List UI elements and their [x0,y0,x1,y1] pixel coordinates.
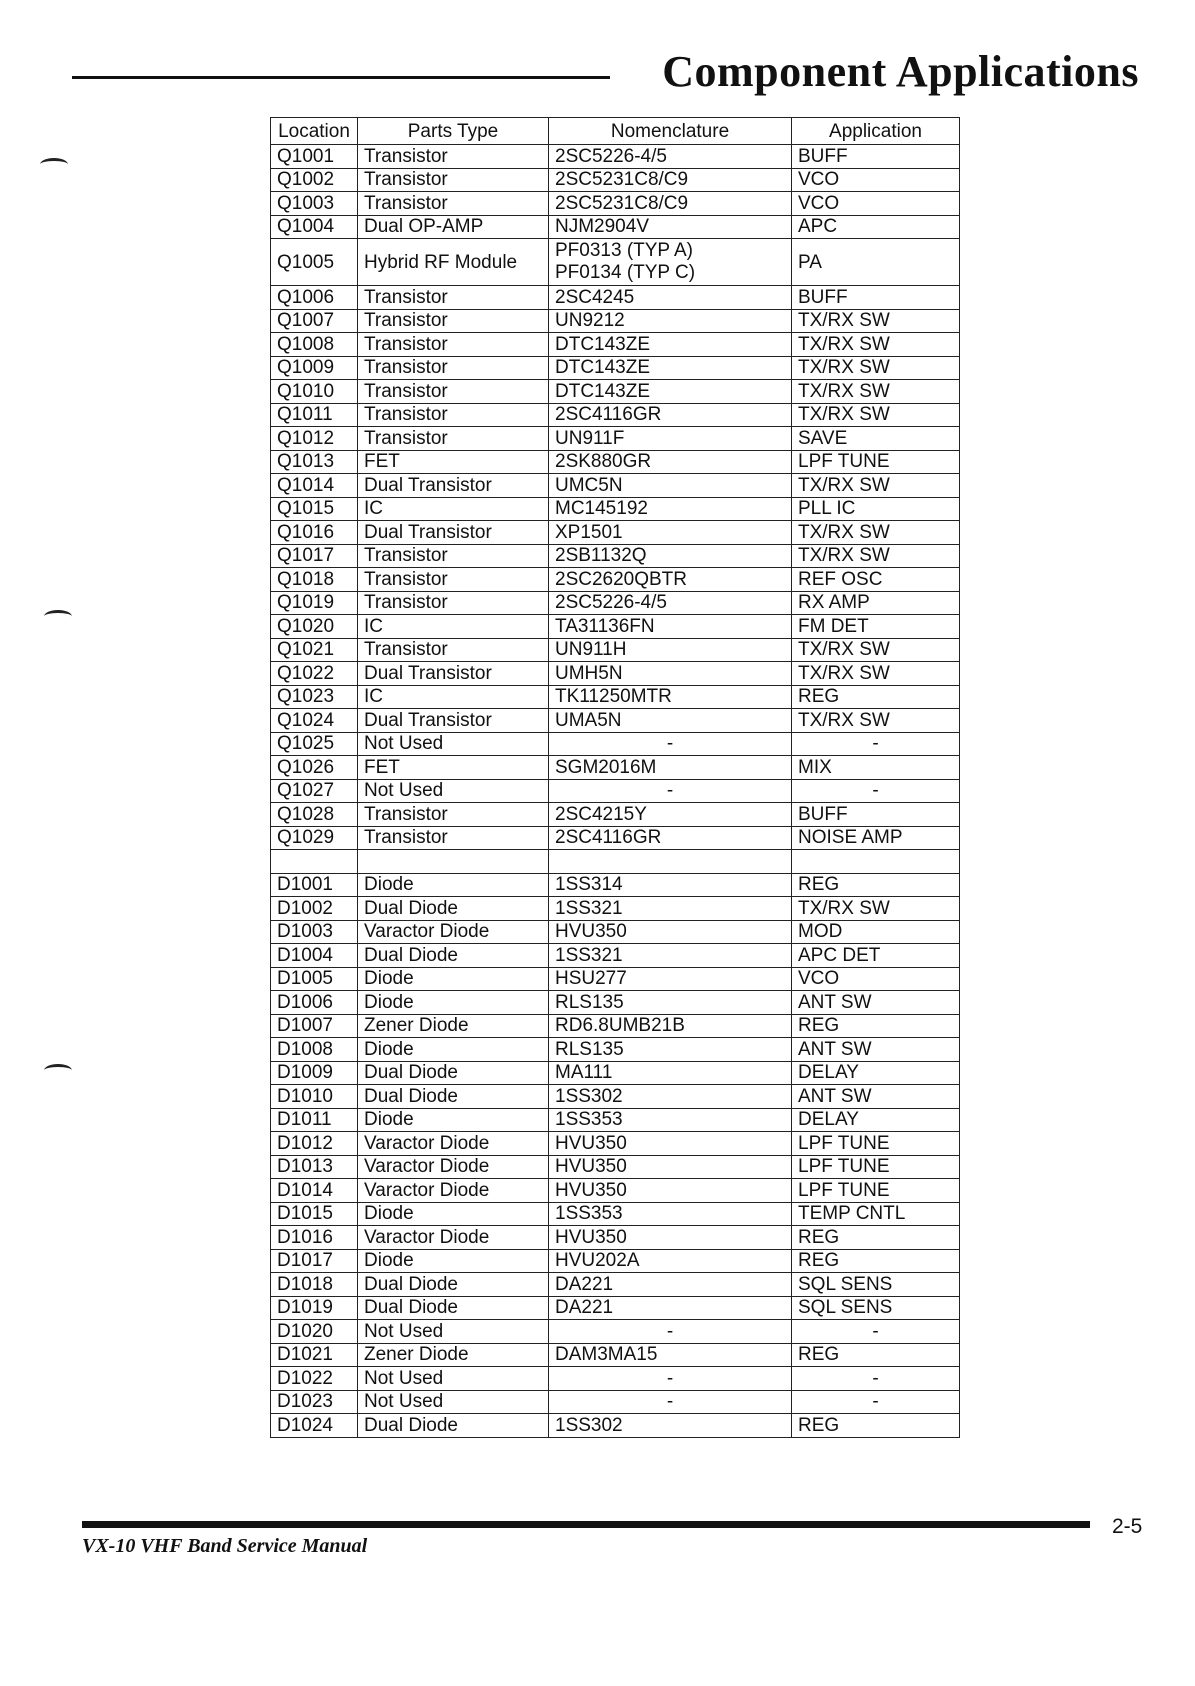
header-row [271,118,960,145]
table-row [271,427,960,451]
cell-parts-type: Dual Diode [358,1061,549,1085]
cell-parts-type: Diode [358,873,549,897]
cell-location: Q1027 [271,779,358,803]
cell-parts-type: Dual Transistor [358,474,549,498]
cell-location: Q1028 [271,803,358,827]
table-row [271,1155,960,1179]
table-row [271,474,960,498]
cell-application: TX/RX SW [792,309,960,333]
table-row [271,309,960,333]
cell-nomenclature: - [549,732,792,756]
cell-nomenclature: HVU350 [549,1179,792,1203]
cell-location: D1022 [271,1367,358,1391]
cell-parts-type: Transistor [358,168,549,192]
cell-nomenclature: DTC143ZE [549,333,792,357]
cell-parts-type: Dual Diode [358,1085,549,1109]
cell-nomenclature: TK11250MTR [549,685,792,709]
table-row [271,145,960,169]
table-row [271,920,960,944]
cell-nomenclature: - [549,779,792,803]
table-row [271,1179,960,1203]
cell-application: REG [792,1414,960,1438]
cell-parts-type: Transistor [358,309,549,333]
cell-parts-type: Transistor [358,568,549,592]
cell-nomenclature: DA221 [549,1296,792,1320]
cell-application: - [792,732,960,756]
table-row [271,1108,960,1132]
cell-parts-type: IC [358,615,549,639]
cell-location: Q1029 [271,826,358,850]
cell-application: REG [792,685,960,709]
cell-nomenclature: UMC5N [549,474,792,498]
cell-parts-type: IC [358,497,549,521]
table-row [271,568,960,592]
cell-parts-type: Dual Diode [358,1296,549,1320]
cell-location: Q1023 [271,685,358,709]
cell-nomenclature: UN9212 [549,309,792,333]
cell-application: PLL IC [792,497,960,521]
cell-location: D1020 [271,1320,358,1344]
cell-nomenclature: 1SS353 [549,1108,792,1132]
cell-nomenclature: TA31136FN [549,615,792,639]
cell-parts-type: Transistor [358,403,549,427]
cell-location: D1021 [271,1343,358,1367]
cell-nomenclature: 2SC4116GR [549,403,792,427]
table-row [271,333,960,357]
cell-location: D1001 [271,873,358,897]
binder-hole-mark [44,1064,72,1077]
table-row [271,1226,960,1250]
table-row [271,239,960,286]
cell-nomenclature: 1SS302 [549,1085,792,1109]
cell-application: TX/RX SW [792,662,960,686]
footer-rule [82,1521,1090,1528]
cell-parts-type: Transistor [358,380,549,404]
cell-location: Q1003 [271,192,358,216]
cell-parts-type: Varactor Diode [358,1155,549,1179]
cell-nomenclature: HVU350 [549,1132,792,1156]
cell-parts-type: FET [358,450,549,474]
page-number: 2-5 [1112,1515,1143,1538]
cell-nomenclature: 2SB1132Q [549,544,792,568]
cell-nomenclature: 2SC5226-4/5 [549,145,792,169]
cell-location: Q1020 [271,615,358,639]
table-row [271,1085,960,1109]
cell-location: D1010 [271,1085,358,1109]
cell-location: Q1013 [271,450,358,474]
cell-application: ANT SW [792,1038,960,1062]
cell-parts-type: Dual Transistor [358,521,549,545]
cell-application: APC DET [792,944,960,968]
cell-parts-type: Transistor [358,803,549,827]
cell-application: BUFF [792,803,960,827]
cell-parts-type: Transistor [358,544,549,568]
cell-parts-type: Not Used [358,1367,549,1391]
table-row [271,1273,960,1297]
cell-parts-type: Not Used [358,1320,549,1344]
cell-parts-type: Dual Diode [358,1273,549,1297]
cell-location: Q1009 [271,356,358,380]
table-row [271,1132,960,1156]
cell-application: VCO [792,967,960,991]
cell-nomenclature: HVU350 [549,920,792,944]
cell-location: D1019 [271,1296,358,1320]
cell-parts-type: Not Used [358,1390,549,1414]
cell-application: - [792,1320,960,1344]
cell-nomenclature: HVU202A [549,1249,792,1273]
cell-application: LPF TUNE [792,1155,960,1179]
table-row [271,897,960,921]
cell-parts-type: Transistor [358,826,549,850]
cell-nomenclature: - [549,1390,792,1414]
cell-parts-type: Varactor Diode [358,1179,549,1203]
cell-nomenclature: 2SC4215Y [549,803,792,827]
cell-nomenclature: HVU350 [549,1226,792,1250]
cell-parts-type: Zener Diode [358,1343,549,1367]
cell-application: TEMP CNTL [792,1202,960,1226]
table-row [271,1367,960,1391]
cell-application: TX/RX SW [792,638,960,662]
cell-application: TX/RX SW [792,897,960,921]
cell-location: D1006 [271,991,358,1015]
cell-nomenclature: SGM2016M [549,756,792,780]
cell-location: D1023 [271,1390,358,1414]
cell-nomenclature: 2SC5231C8/C9 [549,168,792,192]
cell-application: SQL SENS [792,1296,960,1320]
cell-application: - [792,1367,960,1391]
cell-application: ANT SW [792,991,960,1015]
cell-location: Q1026 [271,756,358,780]
cell-location: D1003 [271,920,358,944]
cell-parts-type: Varactor Diode [358,920,549,944]
header-nomenclature: Nomenclature [549,118,792,145]
table-row [271,944,960,968]
table-row [271,215,960,239]
table-row [271,591,960,615]
cell-application: REF OSC [792,568,960,592]
cell-location: D1014 [271,1179,358,1203]
cell-application: NOISE AMP [792,826,960,850]
cell-nomenclature [549,850,792,874]
cell-nomenclature: HSU277 [549,967,792,991]
cell-nomenclature: NJM2904V [549,215,792,239]
table-header [271,118,960,145]
cell-parts-type: Transistor [358,145,549,169]
cell-nomenclature: 1SS302 [549,1414,792,1438]
cell-parts-type: FET [358,756,549,780]
component-table [270,117,960,1438]
cell-location: Q1019 [271,591,358,615]
cell-nomenclature: 2SC4245 [549,286,792,310]
cell-location: D1018 [271,1273,358,1297]
cell-location: Q1021 [271,638,358,662]
table-row [271,873,960,897]
cell-application: DELAY [792,1108,960,1132]
cell-nomenclature: 1SS314 [549,873,792,897]
table-row [271,380,960,404]
cell-nomenclature: DA221 [549,1273,792,1297]
cell-application: MOD [792,920,960,944]
cell-location: Q1011 [271,403,358,427]
cell-parts-type: Zener Diode [358,1014,549,1038]
table-row [271,662,960,686]
table-row [271,1061,960,1085]
cell-nomenclature: - [549,1367,792,1391]
cell-location: Q1018 [271,568,358,592]
table-row [271,497,960,521]
table-row [271,732,960,756]
cell-parts-type: Diode [358,1202,549,1226]
cell-location: Q1007 [271,309,358,333]
cell-application: REG [792,1226,960,1250]
table-row [271,615,960,639]
table-row [271,850,960,874]
cell-parts-type: Not Used [358,779,549,803]
cell-location: D1005 [271,967,358,991]
cell-application: TX/RX SW [792,356,960,380]
cell-parts-type: Transistor [358,286,549,310]
cell-application: DELAY [792,1061,960,1085]
cell-application: MIX [792,756,960,780]
table-row [271,991,960,1015]
cell-location: Q1002 [271,168,358,192]
table-row [271,756,960,780]
cell-nomenclature: MA111 [549,1061,792,1085]
cell-nomenclature: DAM3MA15 [549,1343,792,1367]
header-location: Location [271,118,358,145]
cell-location: Q1012 [271,427,358,451]
cell-location: D1017 [271,1249,358,1273]
cell-application: REG [792,1249,960,1273]
cell-nomenclature: 1SS353 [549,1202,792,1226]
cell-location: Q1008 [271,333,358,357]
cell-parts-type: Diode [358,991,549,1015]
cell-application: APC [792,215,960,239]
cell-nomenclature: UMA5N [549,709,792,733]
cell-nomenclature: 2SC5226-4/5 [549,591,792,615]
table-row [271,168,960,192]
cell-application: RX AMP [792,591,960,615]
cell-nomenclature: DTC143ZE [549,356,792,380]
cell-location: Q1024 [271,709,358,733]
table-row [271,1202,960,1226]
cell-parts-type: Dual Diode [358,897,549,921]
table-row [271,1320,960,1344]
cell-nomenclature: 2SC4116GR [549,826,792,850]
cell-application: SAVE [792,427,960,451]
cell-nomenclature: 1SS321 [549,897,792,921]
cell-application: TX/RX SW [792,544,960,568]
table-row [271,1414,960,1438]
table-row [271,967,960,991]
cell-parts-type: Dual Diode [358,1414,549,1438]
cell-application: - [792,779,960,803]
cell-parts-type: Diode [358,1249,549,1273]
cell-parts-type: Not Used [358,732,549,756]
cell-application: FM DET [792,615,960,639]
cell-location: Q1022 [271,662,358,686]
table-row [271,544,960,568]
cell-location: D1004 [271,944,358,968]
cell-application: TX/RX SW [792,709,960,733]
cell-location: D1008 [271,1038,358,1062]
cell-application: PA [792,239,960,286]
cell-application: BUFF [792,286,960,310]
cell-parts-type: Diode [358,1038,549,1062]
cell-location: Q1005 [271,239,358,286]
cell-nomenclature: 2SK880GR [549,450,792,474]
page-title: Component Applications [662,47,1139,96]
cell-parts-type: Dual OP-AMP [358,215,549,239]
cell-parts-type: Transistor [358,427,549,451]
cell-parts-type: Transistor [358,356,549,380]
table-body [271,145,960,1438]
cell-nomenclature: UN911H [549,638,792,662]
cell-location: Q1025 [271,732,358,756]
cell-application: BUFF [792,145,960,169]
cell-parts-type: Hybrid RF Module [358,239,549,286]
table-row [271,803,960,827]
table-row [271,192,960,216]
cell-location: Q1010 [271,380,358,404]
cell-application: VCO [792,168,960,192]
cell-application: REG [792,873,960,897]
cell-parts-type: Varactor Diode [358,1132,549,1156]
cell-application: REG [792,1343,960,1367]
cell-application: LPF TUNE [792,1179,960,1203]
header-parts-type: Parts Type [358,118,549,145]
table-row [271,1343,960,1367]
cell-nomenclature: UN911F [549,427,792,451]
cell-location: Q1017 [271,544,358,568]
cell-parts-type: Diode [358,967,549,991]
cell-application: LPF TUNE [792,1132,960,1156]
cell-application: VCO [792,192,960,216]
cell-nomenclature: PF0313 (TYP A) PF0134 (TYP C) [549,239,792,286]
cell-nomenclature: - [549,1320,792,1344]
cell-application: LPF TUNE [792,450,960,474]
header-rule [72,76,610,79]
cell-application: TX/RX SW [792,380,960,404]
table-row [271,403,960,427]
table-row [271,450,960,474]
manual-title: VX-10 VHF Band Service Manual [82,1535,368,1557]
cell-parts-type: Transistor [358,638,549,662]
cell-nomenclature: RD6.8UMB21B [549,1014,792,1038]
cell-application [792,850,960,874]
cell-nomenclature: DTC143ZE [549,380,792,404]
binder-hole-mark [44,610,72,623]
cell-nomenclature: RLS135 [549,991,792,1015]
cell-parts-type [358,850,549,874]
table-row [271,1249,960,1273]
table-row [271,1390,960,1414]
cell-location: D1015 [271,1202,358,1226]
cell-location: Q1016 [271,521,358,545]
cell-nomenclature: 1SS321 [549,944,792,968]
cell-parts-type: Diode [358,1108,549,1132]
header-application: Application [792,118,960,145]
cell-application: ANT SW [792,1085,960,1109]
cell-location: D1013 [271,1155,358,1179]
cell-nomenclature: 2SC5231C8/C9 [549,192,792,216]
cell-nomenclature: HVU350 [549,1155,792,1179]
cell-location: D1007 [271,1014,358,1038]
table-row [271,286,960,310]
table-row [271,779,960,803]
cell-parts-type: Varactor Diode [358,1226,549,1250]
table-row [271,356,960,380]
cell-nomenclature: UMH5N [549,662,792,686]
cell-nomenclature: 2SC2620QBTR [549,568,792,592]
table-row [271,1014,960,1038]
cell-location: D1011 [271,1108,358,1132]
cell-nomenclature: RLS135 [549,1038,792,1062]
cell-parts-type: Transistor [358,192,549,216]
cell-nomenclature: MC145192 [549,497,792,521]
cell-location: Q1006 [271,286,358,310]
cell-application: REG [792,1014,960,1038]
cell-application: TX/RX SW [792,403,960,427]
table-row [271,521,960,545]
table-row [271,826,960,850]
table-row [271,685,960,709]
cell-application: TX/RX SW [792,521,960,545]
cell-location: Q1015 [271,497,358,521]
cell-location: Q1004 [271,215,358,239]
cell-application: TX/RX SW [792,474,960,498]
cell-parts-type: Transistor [358,591,549,615]
cell-parts-type: Dual Transistor [358,709,549,733]
cell-location: D1012 [271,1132,358,1156]
cell-nomenclature: XP1501 [549,521,792,545]
table-row [271,709,960,733]
cell-location: D1009 [271,1061,358,1085]
cell-location: D1016 [271,1226,358,1250]
cell-parts-type: IC [358,685,549,709]
cell-location: D1002 [271,897,358,921]
cell-location: D1024 [271,1414,358,1438]
cell-application: TX/RX SW [792,333,960,357]
cell-location [271,850,358,874]
cell-application: - [792,1390,960,1414]
cell-parts-type: Transistor [358,333,549,357]
table-row [271,1296,960,1320]
table-row [271,638,960,662]
cell-application: SQL SENS [792,1273,960,1297]
table-row [271,1038,960,1062]
cell-parts-type: Dual Transistor [358,662,549,686]
cell-parts-type: Dual Diode [358,944,549,968]
cell-location: Q1001 [271,145,358,169]
cell-location: Q1014 [271,474,358,498]
binder-hole-mark [40,158,68,171]
